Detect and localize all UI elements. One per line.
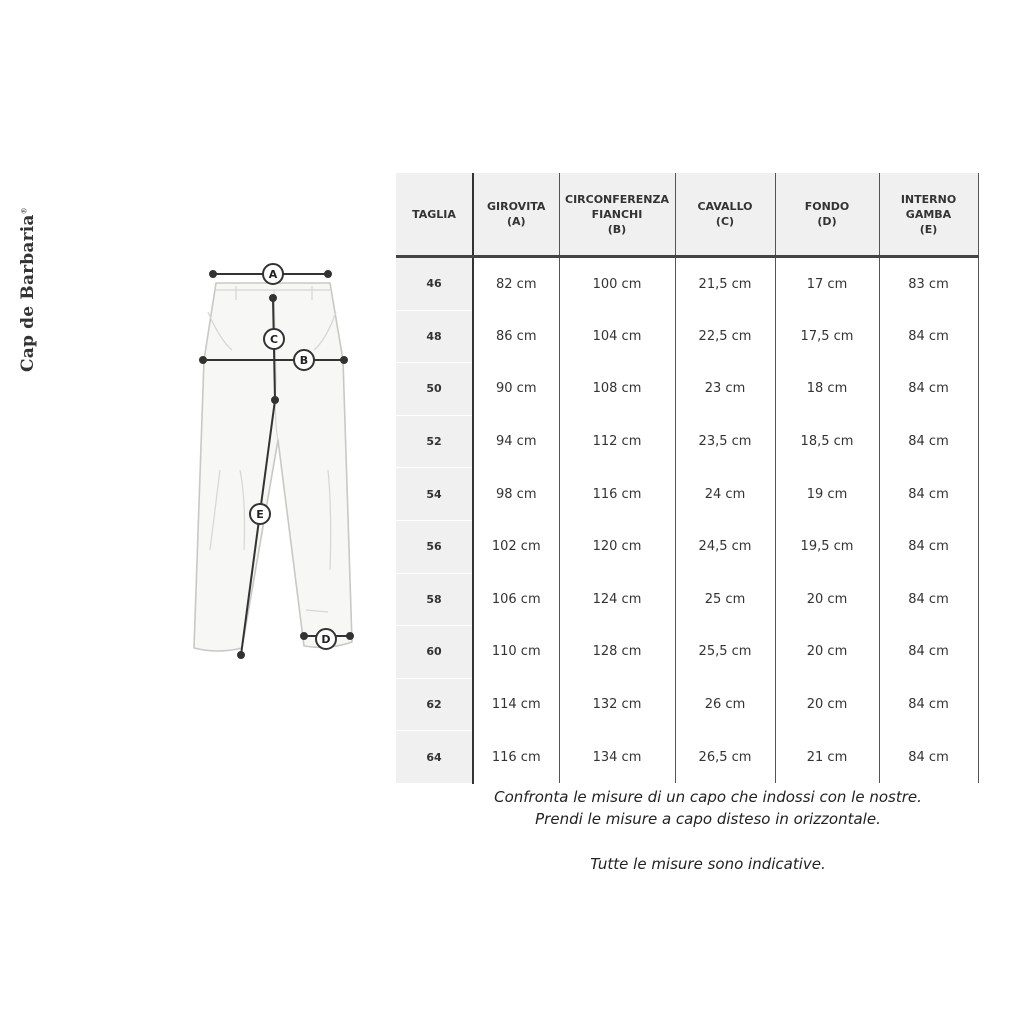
cell-fianchi: 120 cm — [559, 520, 675, 573]
cell-fondo: 18 cm — [775, 363, 879, 416]
cell-fondo: 18,5 cm — [775, 415, 879, 468]
label-a: A — [268, 268, 278, 281]
table-row — [396, 468, 978, 521]
table-row — [396, 678, 978, 731]
trousers-measurement-diagram — [180, 250, 370, 670]
cell-fianchi: 128 cm — [559, 626, 675, 679]
cell-fondo: 19,5 cm — [775, 520, 879, 573]
size-table — [396, 173, 979, 784]
cell-interno-gamba: 84 cm — [879, 731, 978, 784]
cell-interno-gamba: 84 cm — [879, 415, 978, 468]
cell-fianchi: 134 cm — [559, 731, 675, 784]
cell-size: 64 — [396, 731, 473, 784]
cell-size: 58 — [396, 573, 473, 626]
cell-size: 48 — [396, 310, 473, 363]
header-girovita: GIROVITA (A) — [473, 173, 559, 257]
label-e: E — [256, 508, 264, 521]
cell-fianchi: 108 cm — [559, 363, 675, 416]
cell-fondo: 19 cm — [775, 468, 879, 521]
table-row — [396, 573, 978, 626]
cell-fondo: 20 cm — [775, 573, 879, 626]
cell-size: 56 — [396, 520, 473, 573]
table-row — [396, 363, 978, 416]
cell-cavallo: 26 cm — [675, 678, 775, 731]
cell-cavallo: 26,5 cm — [675, 731, 775, 784]
cell-fianchi: 100 cm — [559, 257, 675, 311]
cell-fianchi: 104 cm — [559, 310, 675, 363]
cell-interno-gamba: 84 cm — [879, 573, 978, 626]
label-c: C — [269, 333, 279, 346]
header-circonferenza-fianchi: CIRCONFERENZA FIANCHI (B) — [559, 173, 675, 257]
cell-fianchi: 124 cm — [559, 573, 675, 626]
cell-cavallo: 23,5 cm — [675, 415, 775, 468]
cell-girovita: 106 cm — [473, 573, 559, 626]
cell-girovita: 86 cm — [473, 310, 559, 363]
table-row — [396, 731, 978, 784]
cell-cavallo: 24 cm — [675, 468, 775, 521]
label-d: D — [321, 633, 331, 646]
table-header-row — [396, 173, 978, 257]
table-row — [396, 257, 978, 311]
cell-interno-gamba: 83 cm — [879, 257, 978, 311]
cell-cavallo: 23 cm — [675, 363, 775, 416]
cell-cavallo: 21,5 cm — [675, 257, 775, 311]
cell-fondo: 17 cm — [775, 257, 879, 311]
cell-size: 52 — [396, 415, 473, 468]
cell-fianchi: 132 cm — [559, 678, 675, 731]
table-row — [396, 310, 978, 363]
header-taglia: TAGLIA — [396, 173, 473, 257]
cell-cavallo: 25,5 cm — [675, 626, 775, 679]
cell-size: 46 — [396, 257, 473, 311]
cell-girovita: 116 cm — [473, 731, 559, 784]
cell-fondo: 20 cm — [775, 626, 879, 679]
cell-fondo: 20 cm — [775, 678, 879, 731]
table-row — [396, 626, 978, 679]
cell-girovita: 98 cm — [473, 468, 559, 521]
cell-size: 54 — [396, 468, 473, 521]
note-measure-flat: Prendi le misure a capo disteso in orizzontale. — [535, 810, 881, 828]
cell-interno-gamba: 84 cm — [879, 363, 978, 416]
cell-cavallo: 24,5 cm — [675, 520, 775, 573]
cell-size: 62 — [396, 678, 473, 731]
cell-girovita: 114 cm — [473, 678, 559, 731]
brand-name: Cap de Barbaria — [18, 214, 38, 372]
note-indicative: Tutte le misure sono indicative. — [590, 855, 826, 873]
brand-logo — [18, 207, 38, 372]
cell-girovita: 102 cm — [473, 520, 559, 573]
cell-girovita: 82 cm — [473, 257, 559, 311]
cell-fianchi: 112 cm — [559, 415, 675, 468]
cell-fondo: 21 cm — [775, 731, 879, 784]
cell-girovita: 90 cm — [473, 363, 559, 416]
cell-interno-gamba: 84 cm — [879, 520, 978, 573]
size-table-container — [396, 173, 979, 784]
cell-girovita: 94 cm — [473, 415, 559, 468]
cell-fondo: 17,5 cm — [775, 310, 879, 363]
cell-interno-gamba: 84 cm — [879, 310, 978, 363]
note-compare: Confronta le misure di un capo che indossi con le nostre. — [494, 788, 922, 806]
cell-interno-gamba: 84 cm — [879, 468, 978, 521]
cell-size: 50 — [396, 363, 473, 416]
cell-interno-gamba: 84 cm — [879, 678, 978, 731]
cell-cavallo: 22,5 cm — [675, 310, 775, 363]
label-b: B — [299, 354, 309, 367]
cell-size: 60 — [396, 626, 473, 679]
cell-fianchi: 116 cm — [559, 468, 675, 521]
cell-cavallo: 25 cm — [675, 573, 775, 626]
header-fondo: FONDO (D) — [775, 173, 879, 257]
cell-girovita: 110 cm — [473, 626, 559, 679]
table-row — [396, 415, 978, 468]
header-interno-gamba: INTERNO GAMBA (E) — [879, 173, 978, 257]
registered-mark: ® — [20, 207, 29, 215]
header-cavallo: CAVALLO (C) — [675, 173, 775, 257]
cell-interno-gamba: 84 cm — [879, 626, 978, 679]
notes — [396, 786, 1020, 875]
table-row — [396, 520, 978, 573]
